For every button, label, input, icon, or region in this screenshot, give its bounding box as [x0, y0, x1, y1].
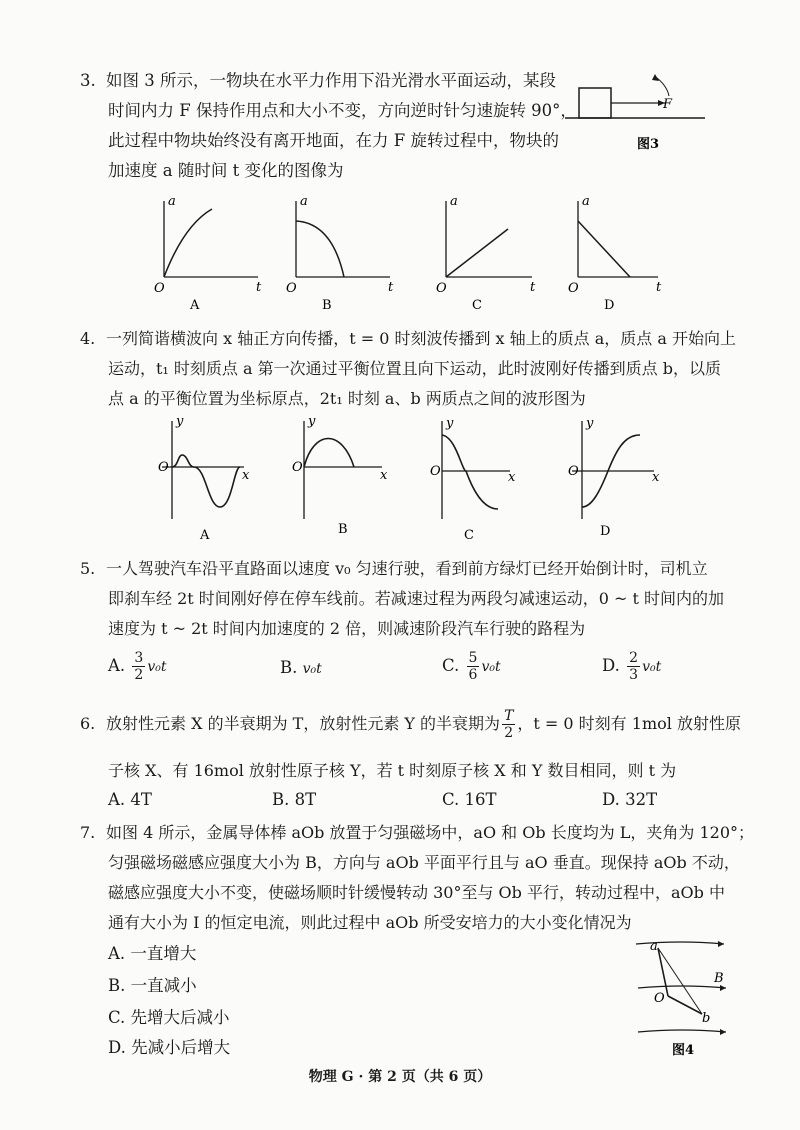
q6-option-a: A. 4T: [108, 790, 152, 809]
question-text-line: 加速度 a 随时间 t 变化的图像为: [108, 161, 344, 180]
question-text-line: 如图 4 所示，金属导体棒 aOb 放置于匀强磁场中，aO 和 Ob 长度均为 L，夹角为 120°；: [106, 823, 755, 842]
svg-text:B: B: [714, 971, 724, 986]
q7-option-c: C. 先增大后减小: [108, 1008, 230, 1027]
option-label: B: [322, 298, 332, 313]
q3-graph-d: [568, 194, 662, 313]
svg-text:y: y: [446, 416, 454, 431]
question-number: 4.: [80, 329, 96, 348]
figure-caption: 图3: [637, 137, 660, 152]
q6-option-c: C. 16T: [442, 790, 497, 809]
question-text-line: 匀强磁场磁感应强度大小为 B，方向与 aOb 平面平行且与 aO 垂直。现保持 aOb 不动，: [108, 853, 740, 872]
q4-graph-a: [158, 414, 250, 543]
option-label: D: [604, 298, 615, 313]
svg-text:y: y: [308, 414, 316, 429]
question-5: [80, 554, 724, 644]
question-text-line: 点 a 的平衡位置为坐标原点，2t₁ 时刻 a、b 两质点之间的波形图为: [108, 389, 586, 408]
question-text-line: 通有大小为 I 的恒定电流，则此过程中 aOb 所受安培力的大小变化情况为: [108, 913, 632, 932]
svg-text:x: x: [508, 470, 516, 485]
svg-text:a: a: [650, 939, 658, 954]
question-text-line: 磁感应强度大小不变，使磁场顺时针缓慢转动 30°至与 Ob 平行，转动过程中，aOb 中: [108, 883, 725, 902]
q5-option-b: B. v₀t: [280, 658, 322, 677]
q3-graph-a: [154, 194, 262, 313]
force-label: F: [663, 97, 673, 112]
q4-graph-b: [292, 414, 388, 537]
svg-text:a: a: [450, 194, 458, 209]
option-label: C: [472, 298, 482, 313]
question-3: [80, 66, 577, 186]
svg-text:O: O: [430, 464, 441, 479]
block: [579, 88, 611, 118]
q5-option-a: A. $\frac{3}{2}$ v₀t: [108, 650, 167, 683]
question-4: [80, 324, 736, 414]
svg-text:x: x: [242, 468, 250, 483]
question-text-line: 一列简谐横波向 x 轴正方向传播，t = 0 时刻波传播到 x 轴上的质点 a，质点 a 开始向上: [106, 329, 737, 348]
question-text-line: 子核 X、有 16mol 放射性原子核 Y，若 t 时刻原子核 X 和 Y 数目相同，则 t 为: [108, 761, 677, 780]
q5-option-c: C. $\frac{5}{6}$ v₀t: [442, 650, 501, 683]
svg-text:t: t: [388, 280, 394, 295]
svg-text:O: O: [292, 460, 303, 475]
question-number: 3.: [80, 71, 96, 90]
svg-text:x: x: [380, 468, 388, 483]
q5-option-d: D. $\frac{2}{3}$ v₀t: [602, 650, 662, 683]
option-label: B: [338, 522, 348, 537]
svg-text:t: t: [530, 280, 536, 295]
q3-graphs: [150, 195, 670, 319]
q3-graph-b: [286, 194, 394, 313]
question-text-line: 速度为 t ~ 2t 时间内加速度的 2 倍，则减速阶段汽车行驶的路程为: [108, 619, 586, 638]
option-label: A: [200, 528, 210, 543]
question-text-line: 即刹车经 2t 时间刚好停在停车线前。若减速过程为两段匀减速运动，0 ~ t 时间内的加: [108, 589, 725, 608]
question-text-line: 时间内力 F 保持作用点和大小不变，方向逆时针匀速旋转 90°，: [108, 101, 577, 120]
question-6-cont: [80, 756, 676, 786]
option-label: D: [600, 524, 611, 539]
question-text-line: 此过程中物块始终没有离开地面，在力 F 旋转过程中，物块的: [108, 131, 559, 150]
svg-text:a: a: [300, 194, 308, 209]
question-7: [80, 818, 754, 938]
svg-text:a: a: [582, 194, 590, 209]
svg-text:O: O: [568, 464, 579, 479]
q6-option-b: B. 8T: [272, 790, 317, 809]
svg-text:O: O: [654, 991, 665, 1006]
rotation-arrow: [652, 74, 659, 81]
rod-ob: [668, 996, 702, 1014]
figure-4: [632, 936, 732, 1060]
q4-graphs: [148, 415, 668, 549]
svg-text:O: O: [154, 281, 165, 296]
figure-3: [565, 60, 715, 164]
question-text-line: 如图 3 所示，一物块在水平力作用下沿光滑水平面运动，某段: [106, 71, 556, 90]
q6-option-d: D. 32T: [602, 790, 658, 809]
svg-text:O: O: [436, 281, 447, 296]
question-number: 5.: [80, 559, 96, 578]
svg-text:a: a: [168, 194, 176, 209]
question-6: 6. 放射性元素 X 的半衰期为 T，放射性元素 Y 的半衰期为 $\frac{T}{2}$ ，t = 0 时刻有 1mol 放射性原: [80, 708, 741, 741]
q7-option-b: B. 一直减小: [108, 976, 197, 995]
option-label: A: [190, 298, 200, 313]
figure-caption: 图4: [672, 1043, 695, 1058]
q3-graph-c: [436, 194, 536, 313]
question-number: 6.: [80, 714, 96, 733]
q7-option-d: D. 先减小后增大: [108, 1038, 231, 1057]
page-footer: 物理 G · 第 2 页（共 6 页）: [308, 1069, 492, 1085]
q4-graph-c: [430, 416, 516, 543]
q4-graph-d: [568, 416, 660, 539]
svg-text:t: t: [256, 280, 262, 295]
svg-text:t: t: [656, 280, 662, 295]
svg-text:O: O: [286, 281, 297, 296]
svg-text:O: O: [568, 281, 579, 296]
svg-text:b: b: [702, 1011, 711, 1026]
svg-text:O: O: [158, 460, 169, 475]
svg-text:y: y: [176, 414, 184, 429]
q7-option-a: A. 一直增大: [108, 944, 197, 963]
half-life-fraction: $\frac{T}{2}$: [504, 708, 514, 741]
option-label: C: [464, 528, 474, 543]
question-text-line: 运动，t₁ 时刻质点 a 第一次通过平衡位置且向下运动，此时波刚好传播到质点 b，以质: [108, 359, 721, 378]
svg-text:x: x: [652, 470, 660, 485]
question-text-line: 一人驾驶汽车沿平直路面以速度 v₀ 匀速行驶，看到前方绿灯已经开始倒计时，司机立: [106, 559, 708, 578]
question-number: 7.: [80, 823, 96, 842]
svg-text:y: y: [586, 416, 594, 431]
